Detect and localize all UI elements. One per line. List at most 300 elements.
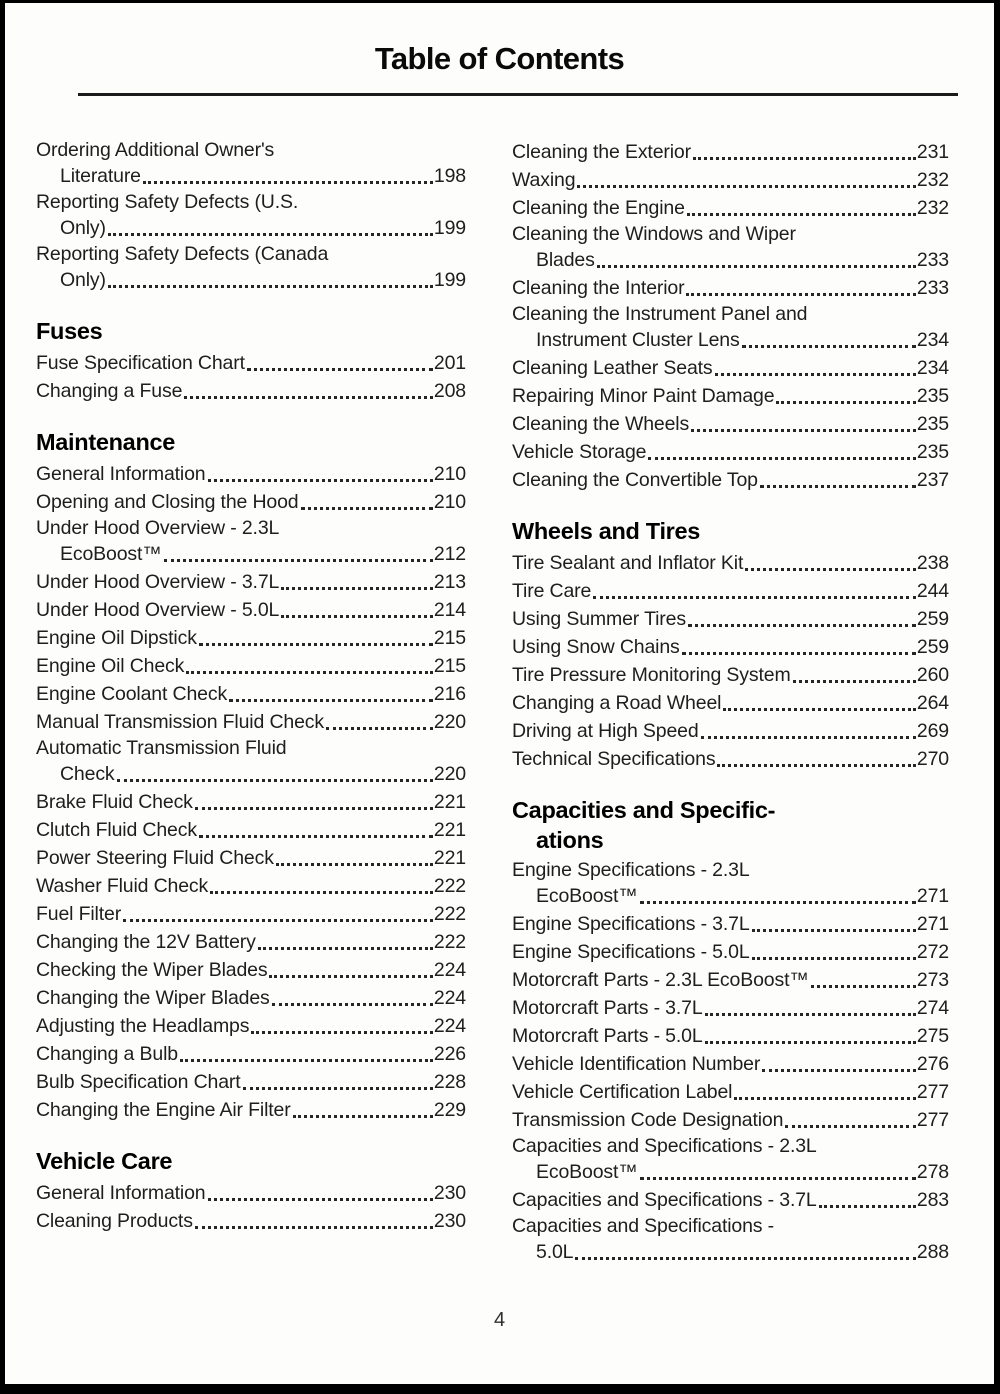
toc-entry (512, 938, 949, 966)
toc-entry (36, 377, 466, 405)
entry-page-number: 231 (916, 141, 949, 163)
toc-entry-last-line (512, 1158, 949, 1186)
toc-entry-title: Motorcraft Parts - 5.0L (512, 1025, 703, 1047)
dot-leader (762, 1069, 916, 1072)
toc-entry (512, 302, 949, 354)
toc-entry-last-line (512, 1186, 949, 1214)
dot-leader (734, 1097, 916, 1100)
section-heading-line: ations (536, 827, 604, 853)
toc-entry (36, 349, 466, 377)
entry-page-number: 264 (916, 692, 949, 714)
entry-page-number: 230 (433, 1210, 466, 1232)
toc-entry-title-line: Under Hood Overview - 2.3L (36, 517, 280, 539)
toc-entry (512, 1106, 949, 1134)
toc-entry-title: Motorcraft Parts - 2.3L EcoBoost™ (512, 969, 809, 991)
toc-entry (512, 966, 949, 994)
entry-page-number: 212 (433, 543, 466, 565)
dot-leader (208, 1198, 433, 1201)
toc-entry-title: Only) (60, 269, 106, 291)
toc-entry-title-line: Engine Specifications - 2.3L (512, 859, 750, 881)
entry-page-number: 274 (916, 997, 949, 1019)
dot-leader (577, 185, 916, 188)
toc-entry-title: Cleaning Leather Seats (512, 357, 713, 379)
toc-entry-last-line (512, 633, 949, 661)
entry-page-number: 224 (433, 987, 466, 1009)
dot-leader (745, 568, 916, 571)
entry-page-number: 226 (433, 1043, 466, 1065)
dot-leader (229, 699, 433, 702)
dot-leader (272, 1003, 433, 1006)
toc-entry-last-line (36, 760, 466, 788)
entry-page-number: 221 (433, 847, 466, 869)
entry-page-number: 260 (916, 664, 949, 686)
dot-leader (184, 396, 433, 399)
section-heading-line: Fuses (36, 318, 103, 344)
toc-entry-last-line (36, 266, 466, 294)
toc-entry (36, 138, 466, 190)
toc-entry-last-line (36, 214, 466, 242)
toc-entry (512, 466, 949, 494)
toc-entry-last-line (512, 1078, 949, 1106)
toc-entry-title: Using Summer Tires (512, 608, 686, 630)
toc-entry-last-line (36, 900, 466, 928)
toc-entry-last-line (512, 994, 949, 1022)
toc-entry (36, 624, 466, 652)
entry-page-number: 213 (433, 571, 466, 593)
dot-leader (251, 1031, 433, 1034)
entry-page-number: 259 (916, 636, 949, 658)
toc-entry-title: Washer Fluid Check (36, 875, 209, 897)
toc-entry-title: Fuse Specification Chart (36, 352, 245, 374)
toc-entry-last-line (36, 568, 466, 596)
toc-entry-title: Cleaning the Convertible Top (512, 469, 758, 491)
entry-page-number: 215 (433, 655, 466, 677)
toc-section (36, 316, 466, 405)
entry-page-number: 233 (916, 249, 949, 271)
toc-entry-last-line (36, 488, 466, 516)
dot-leader (195, 807, 433, 810)
toc-entry-last-line (36, 956, 466, 984)
toc-entry-title-line: Ordering Additional Owner's (36, 139, 275, 161)
dot-leader (648, 457, 916, 460)
toc-entry-last-line (36, 708, 466, 736)
entry-page-number: 210 (433, 463, 466, 485)
toc-entry-title: Changing a Bulb (36, 1043, 178, 1065)
dot-leader (723, 708, 916, 711)
toc-entry-title-line: Reporting Safety Defects (U.S. (36, 191, 299, 213)
entry-page-number: 198 (433, 165, 466, 187)
entry-page-number: 235 (916, 441, 949, 463)
toc-entry (36, 568, 466, 596)
toc-entry (512, 1022, 949, 1050)
dot-leader (195, 1226, 433, 1229)
toc-entry-last-line (512, 717, 949, 745)
dot-leader (687, 213, 916, 216)
toc-entry-title: Tire Pressure Monitoring System (512, 664, 791, 686)
toc-entry-last-line (36, 596, 466, 624)
dot-leader (811, 985, 916, 988)
entry-page-number: 222 (433, 903, 466, 925)
entry-page-number: 276 (916, 1053, 949, 1075)
toc-entry-title: Changing a Fuse (36, 380, 183, 402)
entry-page-number: 244 (916, 580, 949, 602)
toc-entry (36, 900, 466, 928)
toc-entry-title: Cleaning the Interior (512, 277, 685, 299)
toc-entry-title: Manual Transmission Fluid Check (36, 711, 324, 733)
entry-page-number: 270 (916, 748, 949, 770)
section-heading-line: Capacities and Specific- (512, 797, 776, 823)
entry-page-number: 238 (916, 552, 949, 574)
toc-entry-last-line (512, 689, 949, 717)
toc-entry (36, 460, 466, 488)
toc-entry-last-line (512, 274, 949, 302)
dot-leader (243, 1087, 433, 1090)
dot-leader (597, 265, 916, 268)
dot-leader (776, 401, 915, 404)
toc-entry-last-line (512, 910, 949, 938)
toc-entry-title: Fuel Filter (36, 903, 122, 925)
entry-page-number: 210 (433, 491, 466, 513)
section-heading (36, 427, 466, 457)
toc-entry-last-line (512, 466, 949, 494)
dot-leader (819, 1205, 916, 1208)
toc-entry-last-line (512, 549, 949, 577)
toc-entry (512, 745, 949, 773)
toc-entry-last-line (512, 438, 949, 466)
toc-entry-title: Changing the Wiper Blades (36, 987, 270, 1009)
dot-leader (688, 624, 916, 627)
toc-entry-title: Tire Care (512, 580, 592, 602)
toc-entry-title: Engine Oil Dipstick (36, 627, 197, 649)
entry-page-number: 278 (916, 1161, 949, 1183)
dot-leader (164, 559, 433, 562)
toc-entry-last-line (512, 166, 949, 194)
toc-entry (512, 858, 949, 910)
toc-entry-last-line (36, 624, 466, 652)
toc-entry-last-line (36, 652, 466, 680)
toc-entry-last-line (512, 1022, 949, 1050)
toc-entry (36, 242, 466, 294)
dot-leader (640, 1177, 916, 1180)
dot-leader (117, 779, 433, 782)
toc-entry-last-line (36, 872, 466, 900)
dot-leader (210, 891, 433, 894)
toc-entry-last-line (512, 661, 949, 689)
toc-entry (36, 816, 466, 844)
dot-leader (293, 1115, 433, 1118)
toc-entry (512, 194, 949, 222)
toc-entry-last-line (36, 680, 466, 708)
toc-entry (512, 577, 949, 605)
entry-page-number: 220 (433, 763, 466, 785)
entry-page-number: 221 (433, 819, 466, 841)
toc-entry-last-line (36, 1012, 466, 1040)
dot-leader (701, 736, 916, 739)
toc-entry (36, 516, 466, 568)
entry-page-number: 269 (916, 720, 949, 742)
toc-entry-title-line: Capacities and Specifications - 2.3L (512, 1135, 817, 1157)
toc-entry-title: Bulb Specification Chart (36, 1071, 241, 1093)
entry-page-number: 271 (916, 885, 949, 907)
toc-entry-title: Clutch Fluid Check (36, 819, 197, 841)
toc-entry (512, 633, 949, 661)
entry-page-number: 215 (433, 627, 466, 649)
entry-page-number: 234 (916, 329, 949, 351)
toc-entry-title: Changing the 12V Battery (36, 931, 256, 953)
entry-page-number: 275 (916, 1025, 949, 1047)
toc-entry (36, 872, 466, 900)
toc-entry-title: Cleaning the Exterior (512, 141, 691, 163)
dot-leader (752, 957, 916, 960)
toc-entry-title: Cleaning Products (36, 1210, 193, 1232)
toc-entry (512, 382, 949, 410)
section-heading-line: Wheels and Tires (512, 518, 701, 544)
section-heading (512, 795, 949, 855)
toc-entry-title: Check (60, 763, 115, 785)
toc-entry-title-line: Automatic Transmission Fluid (36, 737, 287, 759)
toc-entry-title-line: Reporting Safety Defects (Canada (36, 243, 329, 265)
toc-column-right (512, 138, 949, 1266)
dot-leader (258, 947, 433, 950)
dot-leader (705, 1013, 916, 1016)
toc-entry (512, 222, 949, 274)
toc-entry (36, 788, 466, 816)
toc-entry-title: Brake Fluid Check (36, 791, 193, 813)
toc-entry (512, 166, 949, 194)
toc-entry-last-line (36, 928, 466, 956)
toc-entry-last-line (36, 377, 466, 405)
toc-entry-title: Repairing Minor Paint Damage (512, 385, 775, 407)
toc-entry (512, 410, 949, 438)
toc-entry (36, 680, 466, 708)
toc-entry-last-line (512, 194, 949, 222)
toc-section (512, 795, 949, 1266)
toc-entry-title: EcoBoost™ (536, 1161, 638, 1183)
toc-entry-last-line (36, 349, 466, 377)
title-rule (78, 93, 958, 96)
dot-leader (276, 863, 433, 866)
dot-leader (186, 671, 433, 674)
dot-leader (693, 157, 916, 160)
entry-page-number: 234 (916, 357, 949, 379)
toc-entry-title: General Information (36, 463, 206, 485)
toc-entry-title: Opening and Closing the Hood (36, 491, 299, 513)
entry-page-number: 220 (433, 711, 466, 733)
toc-entry (36, 488, 466, 516)
toc-entry-title: Engine Specifications - 5.0L (512, 941, 750, 963)
toc-entry-last-line (512, 326, 949, 354)
toc-entry-last-line (36, 162, 466, 190)
dot-leader (640, 901, 916, 904)
toc-entry (512, 605, 949, 633)
page-title: Table of Contents (374, 41, 625, 76)
toc-entry-last-line (36, 1207, 466, 1235)
toc-entry-last-line (512, 882, 949, 910)
toc-entry-title: Vehicle Identification Number (512, 1053, 761, 1075)
dot-leader (208, 479, 433, 482)
dot-leader (760, 485, 916, 488)
entry-page-number: 277 (916, 1081, 949, 1103)
toc-entry (36, 1179, 466, 1207)
entry-page-number: 283 (916, 1189, 949, 1211)
dot-leader (793, 680, 916, 683)
entry-page-number: 235 (916, 413, 949, 435)
entry-page-number: 259 (916, 608, 949, 630)
toc-entry-last-line (36, 540, 466, 568)
entry-page-number: 288 (916, 1241, 949, 1263)
toc-entry-title: Blades (536, 249, 595, 271)
entry-page-number: 272 (916, 941, 949, 963)
toc-entry-title: Engine Oil Check (36, 655, 185, 677)
entry-page-number: 229 (433, 1099, 466, 1121)
page-number-footer: 4 (493, 1309, 506, 1331)
entry-page-number: 232 (916, 169, 949, 191)
toc-entry (512, 1134, 949, 1186)
dot-leader (752, 929, 916, 932)
section-heading (512, 516, 949, 546)
toc-entry-title: Only) (60, 217, 106, 239)
toc-entry-last-line (36, 460, 466, 488)
section-heading (36, 316, 466, 346)
toc-section (512, 516, 949, 773)
toc-column-left (36, 138, 466, 1235)
toc-entry-last-line (512, 246, 949, 274)
dot-leader (281, 587, 433, 590)
toc-entry-title: Vehicle Certification Label (512, 1081, 733, 1103)
entry-page-number: 224 (433, 1015, 466, 1037)
toc-entry-last-line (36, 1179, 466, 1207)
toc-entry-title: Power Steering Fluid Check (36, 847, 274, 869)
toc-entry (36, 1207, 466, 1235)
dot-leader (326, 727, 433, 730)
toc-entry-last-line (512, 577, 949, 605)
toc-entry-last-line (512, 938, 949, 966)
toc-entry-title: Waxing (512, 169, 576, 191)
toc-entry-last-line (512, 410, 949, 438)
toc-entry-last-line (36, 816, 466, 844)
toc-entry-last-line (36, 844, 466, 872)
toc-entry (36, 190, 466, 242)
toc-entry-title: Under Hood Overview - 5.0L (36, 599, 280, 621)
toc-entry (36, 984, 466, 1012)
toc-entry (512, 274, 949, 302)
toc-entry-title: Vehicle Storage (512, 441, 647, 463)
toc-entry-title: 5.0L (536, 1241, 574, 1263)
entry-page-number: 201 (433, 352, 466, 374)
dot-leader (715, 373, 916, 376)
toc-entry-title: Capacities and Specifications - 3.7L (512, 1189, 817, 1211)
toc-entry (512, 138, 949, 166)
toc-entry-title: Cleaning the Wheels (512, 413, 690, 435)
toc-entry-title: EcoBoost™ (60, 543, 162, 565)
toc-entry (36, 928, 466, 956)
toc-entry-title: Technical Specifications (512, 748, 716, 770)
toc-entry-last-line (512, 138, 949, 166)
toc-entry-last-line (512, 966, 949, 994)
toc-entry-title: Checking the Wiper Blades (36, 959, 268, 981)
toc-entry (512, 1078, 949, 1106)
dot-leader (705, 1041, 916, 1044)
toc-entry-title-line: Cleaning the Windows and Wiper (512, 223, 796, 245)
dot-leader (682, 652, 916, 655)
dot-leader (575, 1257, 916, 1260)
toc-entry-last-line (36, 1040, 466, 1068)
toc-section (36, 138, 466, 294)
toc-entry (512, 354, 949, 382)
toc-entry-last-line (36, 984, 466, 1012)
dot-leader (108, 233, 433, 236)
entry-page-number: 233 (916, 277, 949, 299)
toc-entry (36, 708, 466, 736)
entry-page-number: 277 (916, 1109, 949, 1131)
section-heading-line: Maintenance (36, 429, 176, 455)
toc-section (36, 1146, 466, 1235)
toc-section (512, 138, 949, 494)
entry-page-number: 235 (916, 385, 949, 407)
dot-leader (199, 835, 433, 838)
toc-entry-title: Driving at High Speed (512, 720, 699, 742)
toc-entry-title-line: Cleaning the Instrument Panel and (512, 303, 808, 325)
dot-leader (301, 507, 433, 510)
toc-entry-last-line (36, 1068, 466, 1096)
dot-leader (269, 975, 432, 978)
toc-entry-title: Literature (60, 165, 141, 187)
dot-leader (180, 1059, 433, 1062)
dot-leader (593, 596, 916, 599)
entry-page-number: 216 (433, 683, 466, 705)
entry-page-number: 271 (916, 913, 949, 935)
entry-page-number: 273 (916, 969, 949, 991)
section-heading (36, 1146, 466, 1176)
dot-leader (717, 764, 915, 767)
toc-entry-title: Adjusting the Headlamps (36, 1015, 250, 1037)
toc-entry (512, 661, 949, 689)
toc-entry-last-line (512, 605, 949, 633)
toc-entry (512, 438, 949, 466)
toc-entry (512, 1186, 949, 1214)
entry-page-number: 214 (433, 599, 466, 621)
toc-entry (36, 1068, 466, 1096)
dot-leader (686, 293, 915, 296)
toc-entry (36, 596, 466, 624)
toc-entry-last-line (36, 1096, 466, 1124)
entry-page-number: 230 (433, 1182, 466, 1204)
toc-entry-title: Transmission Code Designation (512, 1109, 784, 1131)
toc-entry-title: Motorcraft Parts - 3.7L (512, 997, 703, 1019)
toc-entry (512, 1214, 949, 1266)
toc-entry-title: Engine Specifications - 3.7L (512, 913, 750, 935)
dot-leader (247, 368, 433, 371)
toc-entry-title: Cleaning the Engine (512, 197, 685, 219)
dot-leader (108, 285, 433, 288)
toc-entry (512, 910, 949, 938)
dot-leader (199, 643, 433, 646)
dot-leader (281, 615, 433, 618)
toc-entry-title: Tire Sealant and Inflator Kit (512, 552, 744, 574)
toc-entry (512, 1050, 949, 1078)
entry-page-number: 232 (916, 197, 949, 219)
toc-section (36, 427, 466, 1124)
toc-entry-title: Changing a Road Wheel (512, 692, 722, 714)
toc-entry-title: Changing the Engine Air Filter (36, 1099, 291, 1121)
dot-leader (143, 181, 433, 184)
entry-page-number: 199 (433, 269, 466, 291)
toc-entry (36, 736, 466, 788)
toc-entry-title: General Information (36, 1182, 206, 1204)
toc-entry (36, 1012, 466, 1040)
toc-entry (512, 994, 949, 1022)
dot-leader (785, 1125, 916, 1128)
